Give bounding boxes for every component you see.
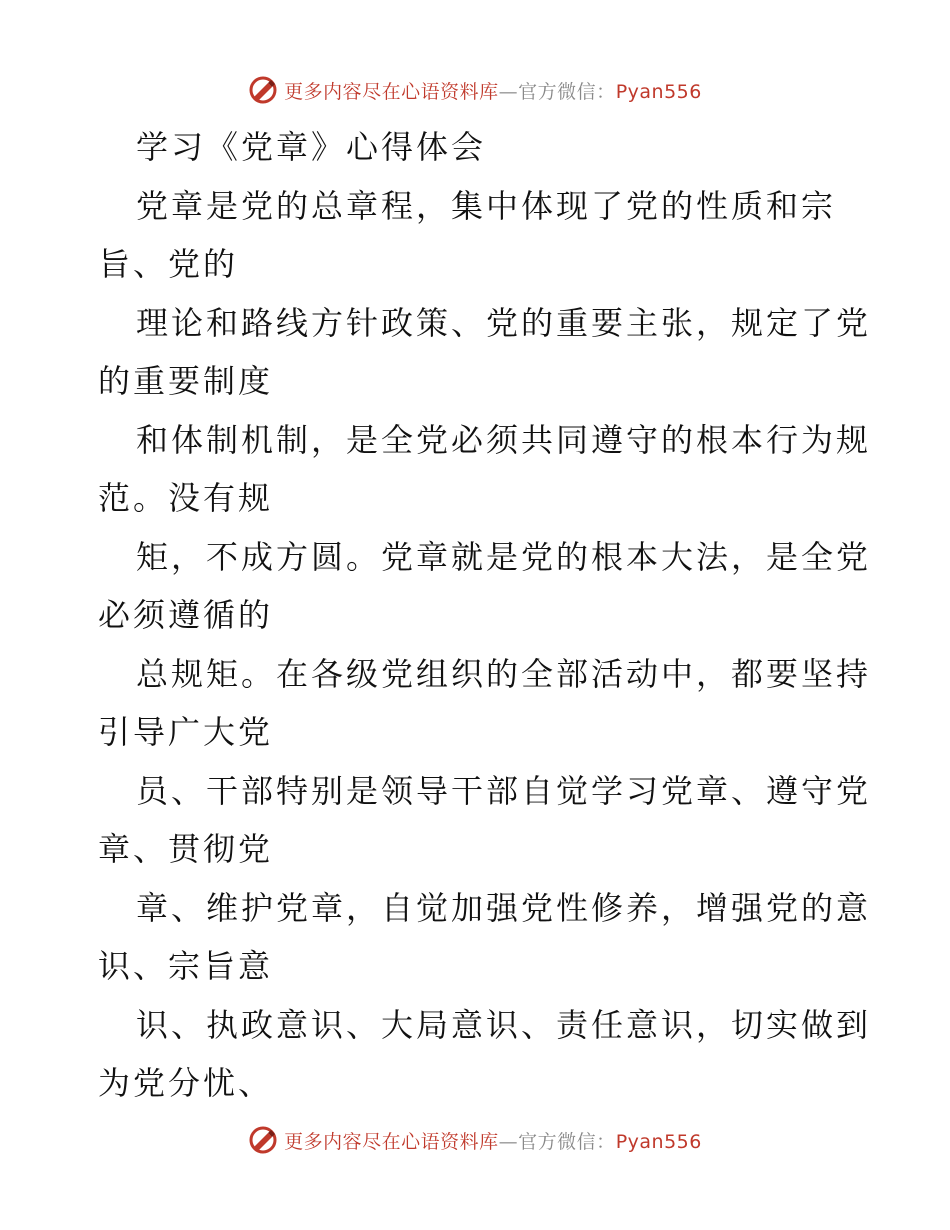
- text-line: 识、执政意识、大局意识、责任意识，切实做到: [136, 1005, 872, 1044]
- brand-logo-icon: [248, 75, 278, 105]
- watermark-wechat-id: Pyan556: [615, 80, 702, 103]
- watermark-brand: 更多内容尽在心语资料库: [284, 80, 499, 103]
- text-line: 章、维护党章，自觉加强党性修养，增强党的意: [136, 888, 872, 927]
- text-line: 和体制机制，是全党必须共同遵守的根本行为规: [136, 420, 872, 459]
- text-line: 必须遵循的: [98, 596, 274, 634]
- header-watermark: [0, 70, 950, 110]
- document-title: 学习《党章》心得体会: [136, 128, 487, 166]
- text-line: 章、贯彻党: [98, 830, 274, 868]
- watermark-dash: —: [498, 1130, 519, 1153]
- watermark-brand: 更多内容尽在心语资料库: [284, 1130, 499, 1153]
- text-line: 员、干部特别是领导干部自觉学习党章、遵守党: [136, 771, 872, 810]
- watermark-text: [284, 1127, 702, 1154]
- watermark-text: [284, 77, 702, 104]
- text-line: 旨、党的: [98, 245, 239, 283]
- footer-watermark: [0, 1120, 950, 1160]
- watermark-wechat-label: 官方微信：: [518, 80, 616, 103]
- watermark-wechat-label: 官方微信：: [518, 1130, 616, 1153]
- text-line: 为党分忧、: [98, 1064, 274, 1102]
- watermark-dash: —: [498, 80, 519, 103]
- text-line: 矩，不成方圆。党章就是党的根本大法，是全党: [136, 537, 872, 576]
- text-line: 的重要制度: [98, 362, 274, 400]
- text-line: 理论和路线方针政策、党的重要主张，规定了党: [136, 303, 872, 342]
- text-line: 范。没有规: [98, 479, 274, 517]
- text-line: 引导广大党: [98, 713, 274, 751]
- text-line: 总规矩。在各级党组织的全部活动中，都要坚持: [136, 654, 872, 693]
- document-body: [98, 118, 872, 1113]
- text-line: 党章是党的总章程，集中体现了党的性质和宗: [136, 186, 837, 225]
- watermark-wechat-id: Pyan556: [615, 1130, 702, 1153]
- text-line: 识、宗旨意: [98, 947, 274, 985]
- brand-logo-icon: [248, 1125, 278, 1155]
